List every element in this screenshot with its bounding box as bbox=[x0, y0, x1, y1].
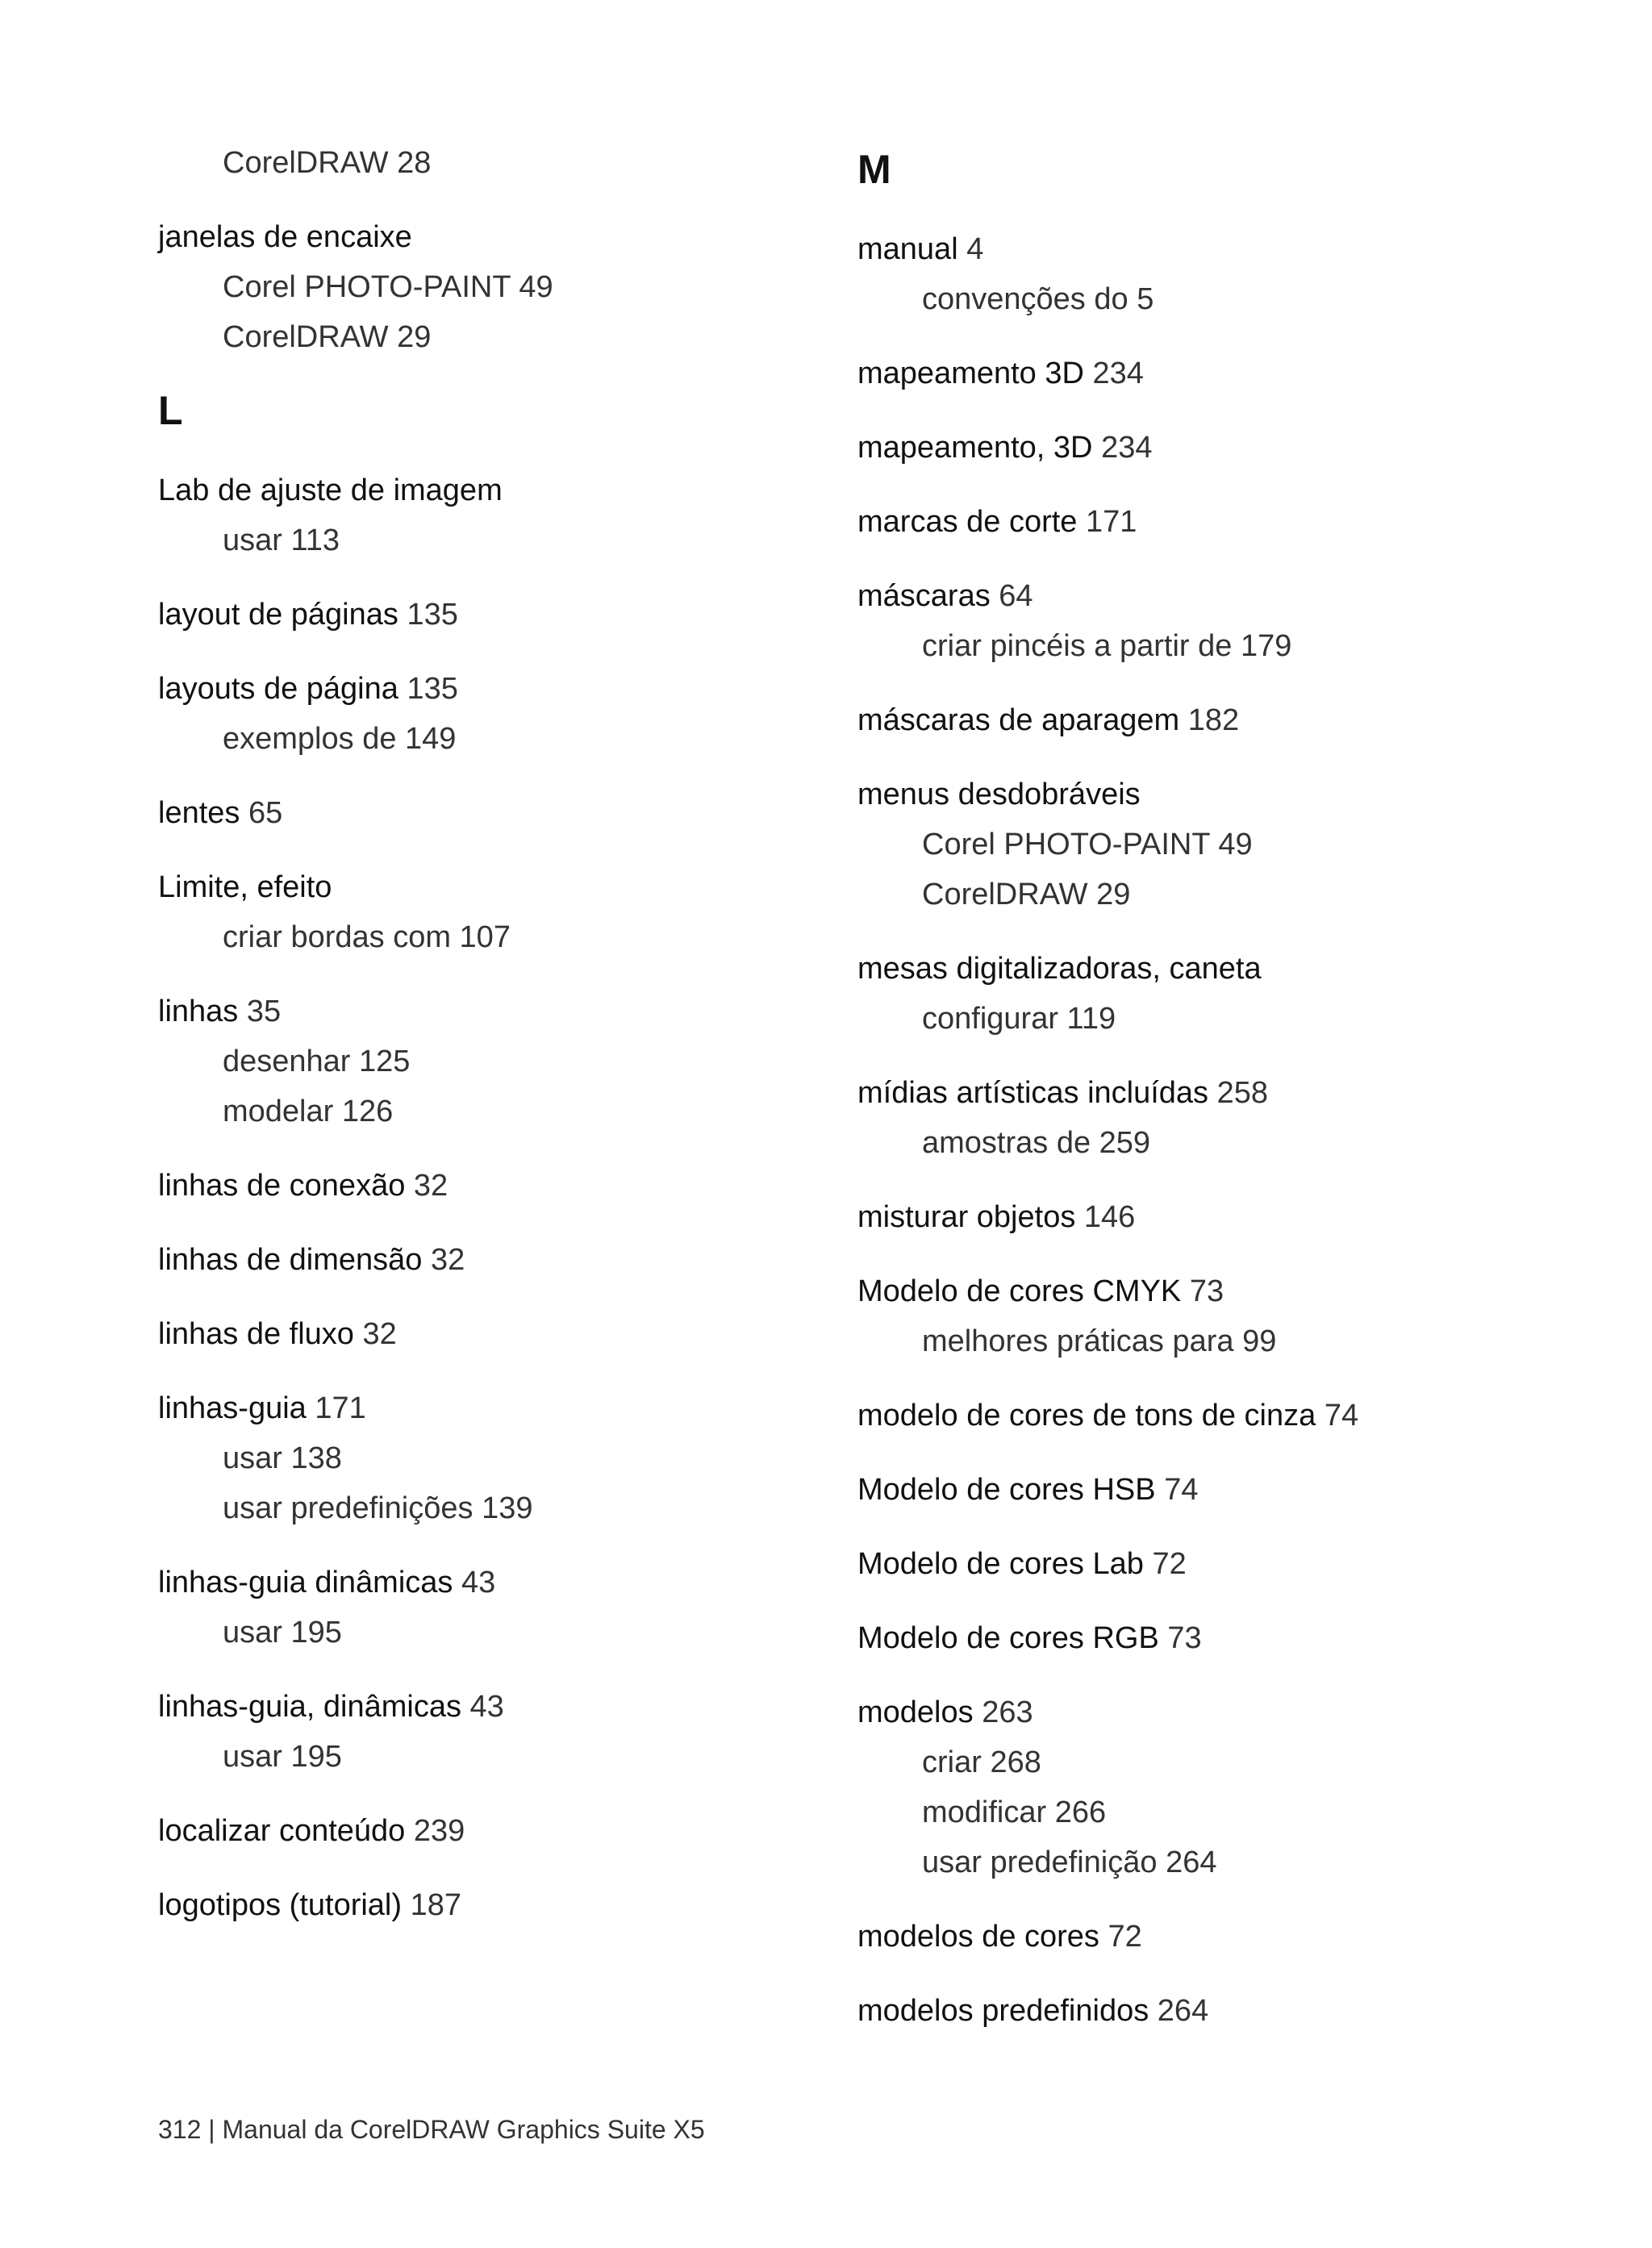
index-page-number: 135 bbox=[407, 672, 458, 706]
index-page-number: 266 bbox=[1054, 1795, 1107, 1829]
index-subentry bbox=[857, 1737, 1583, 1787]
index-entry-line bbox=[158, 465, 803, 515]
index-subentry bbox=[158, 1433, 803, 1483]
index-page-number: 234 bbox=[1092, 357, 1144, 390]
index-term: modelos de cores bbox=[857, 1920, 1099, 1954]
index-term: mapeamento, 3D bbox=[857, 431, 1093, 465]
index-page-number: 49 bbox=[519, 270, 553, 304]
index-term: máscaras bbox=[857, 579, 991, 613]
index-entry bbox=[857, 1391, 1583, 1441]
index-entry bbox=[857, 944, 1583, 1044]
index-term: logotipos (tutorial) bbox=[158, 1888, 403, 1922]
index-term: manual bbox=[857, 232, 958, 266]
index-subterm: melhores práticas para bbox=[922, 1324, 1234, 1358]
index-entry-line bbox=[857, 497, 1583, 547]
index-subterm: configurar bbox=[922, 1002, 1058, 1036]
index-subentry bbox=[857, 1787, 1583, 1837]
index-entry bbox=[857, 1912, 1583, 1962]
index-term: modelos predefinidos bbox=[857, 1994, 1149, 2028]
index-entry-line bbox=[158, 1309, 803, 1359]
index-entry bbox=[158, 664, 803, 764]
index-subterm: usar predefinição bbox=[922, 1846, 1158, 1879]
index-page-number: 35 bbox=[246, 995, 282, 1028]
index-page-number: 135 bbox=[407, 598, 458, 632]
index-entry-line bbox=[857, 1613, 1583, 1663]
index-subterm: usar predefinições bbox=[223, 1491, 473, 1525]
index-entry-line bbox=[158, 1161, 803, 1211]
index-entry bbox=[158, 465, 803, 565]
index-subterm: Corel PHOTO-PAINT bbox=[922, 828, 1210, 861]
index-entry bbox=[857, 769, 1583, 920]
index-subentry bbox=[158, 912, 803, 962]
index-entry-line bbox=[158, 986, 803, 1036]
index-subentry bbox=[158, 1036, 803, 1086]
index-entry-line bbox=[857, 571, 1583, 621]
index-entry bbox=[857, 1986, 1583, 2036]
index-page-number: 29 bbox=[397, 320, 432, 354]
index-subterm: convenções do bbox=[922, 282, 1128, 316]
index-page-number: 264 bbox=[1166, 1846, 1217, 1879]
index-page-number: 138 bbox=[290, 1441, 342, 1475]
index-term: mesas digitalizadoras, caneta bbox=[857, 952, 1262, 986]
index-page-number: 264 bbox=[1157, 1994, 1209, 2028]
index-term: linhas de fluxo bbox=[158, 1317, 354, 1351]
index-subterm: CorelDRAW bbox=[223, 146, 389, 180]
index-entry-line bbox=[857, 944, 1583, 994]
index-entry bbox=[158, 1383, 803, 1533]
index-page-number: 5 bbox=[1137, 282, 1154, 316]
index-page-number: 65 bbox=[248, 796, 283, 830]
index-subterm: amostras de bbox=[922, 1126, 1091, 1160]
index-term: misturar objetos bbox=[857, 1200, 1076, 1234]
index-entry-line bbox=[158, 1383, 803, 1433]
index-entry-line bbox=[857, 1986, 1583, 2036]
index-subentry bbox=[857, 621, 1583, 671]
index-subterm: exemplos de bbox=[223, 722, 397, 756]
index-page-number: 187 bbox=[410, 1888, 462, 1922]
index-page-number: 125 bbox=[359, 1045, 411, 1078]
index-subentry bbox=[857, 870, 1583, 920]
index-subentry bbox=[158, 1086, 803, 1137]
index-subentry bbox=[158, 262, 803, 312]
index-entry bbox=[158, 1309, 803, 1359]
index-page-number: 32 bbox=[413, 1169, 448, 1203]
index-column-right bbox=[857, 145, 1583, 2060]
index-subentry bbox=[158, 138, 803, 188]
index-entry bbox=[857, 1192, 1583, 1242]
index-entry bbox=[158, 1235, 803, 1285]
index-page-number: 258 bbox=[1216, 1076, 1269, 1110]
index-subterm: CorelDRAW bbox=[223, 320, 389, 354]
index-entry-line bbox=[857, 1192, 1583, 1242]
index-entry bbox=[857, 1687, 1583, 1887]
index-page-number: 179 bbox=[1240, 629, 1292, 663]
index-page-number: 126 bbox=[341, 1095, 394, 1128]
index-term: Lab de ajuste de imagem bbox=[158, 473, 503, 507]
index-term: layout de páginas bbox=[158, 598, 398, 632]
index-page-number: 74 bbox=[1164, 1473, 1199, 1507]
index-entry bbox=[158, 1806, 803, 1856]
index-subentry bbox=[158, 1483, 803, 1533]
index-entry bbox=[857, 423, 1583, 473]
index-term: Limite, efeito bbox=[158, 870, 332, 904]
index-page-number: 182 bbox=[1187, 703, 1240, 737]
index-page-number: 195 bbox=[290, 1616, 342, 1650]
index-entry-line bbox=[857, 769, 1583, 820]
index-page-number: 73 bbox=[1189, 1274, 1224, 1308]
index-subentry bbox=[158, 1608, 803, 1658]
index-page-number: 119 bbox=[1066, 1002, 1116, 1036]
index-term: layouts de página bbox=[158, 672, 398, 706]
index-entry bbox=[857, 1539, 1583, 1589]
index-entry-line bbox=[158, 590, 803, 640]
index-subentry bbox=[857, 1118, 1583, 1168]
index-page-number: 4 bbox=[966, 232, 984, 266]
index-entry-line bbox=[857, 1266, 1583, 1316]
index-entry-line bbox=[857, 423, 1583, 473]
index-entry-line bbox=[857, 224, 1583, 274]
index-entry bbox=[158, 986, 803, 1137]
index-entry bbox=[158, 1880, 803, 1930]
index-section-letter: L bbox=[158, 388, 183, 433]
index-page-number: 99 bbox=[1242, 1324, 1277, 1358]
index-page-number: 259 bbox=[1099, 1126, 1151, 1160]
index-page-number: 195 bbox=[290, 1740, 342, 1774]
index-subterm: modificar bbox=[922, 1795, 1047, 1829]
index-subentry bbox=[857, 274, 1583, 324]
index-page-number: 72 bbox=[1152, 1547, 1187, 1581]
index-entry bbox=[857, 571, 1583, 671]
index-entry-line bbox=[158, 788, 803, 838]
index-entry bbox=[857, 1266, 1583, 1366]
index-page-number: 149 bbox=[405, 722, 457, 756]
index-page-number: 263 bbox=[982, 1695, 1033, 1729]
index-subterm: modelar bbox=[223, 1095, 334, 1128]
index-page-number: 107 bbox=[459, 920, 511, 954]
index-subterm: criar pincéis a partir de bbox=[922, 629, 1233, 663]
index-term: linhas de conexão bbox=[158, 1169, 406, 1203]
index-entry-line bbox=[857, 348, 1583, 398]
index-page-number: 171 bbox=[1086, 505, 1137, 539]
index-entry bbox=[857, 224, 1583, 324]
index-term: modelo de cores de tons de cinza bbox=[857, 1399, 1316, 1433]
index-page-number: 29 bbox=[1096, 878, 1131, 911]
index-page-number: 49 bbox=[1218, 828, 1253, 861]
index-term: localizar conteúdo bbox=[158, 1814, 406, 1848]
index-subterm: usar bbox=[223, 1441, 282, 1475]
index-entry bbox=[158, 788, 803, 838]
index-term: janelas de encaixe bbox=[158, 220, 412, 254]
index-page-number: 171 bbox=[315, 1391, 366, 1425]
index-entry-line bbox=[158, 1235, 803, 1285]
index-subentry bbox=[158, 1732, 803, 1782]
index-entry-line bbox=[857, 1912, 1583, 1962]
index-entry bbox=[158, 138, 803, 188]
index-subentry bbox=[857, 820, 1583, 870]
index-subentry bbox=[857, 1837, 1583, 1887]
index-page-number: 146 bbox=[1083, 1200, 1136, 1234]
index-subentry bbox=[158, 515, 803, 565]
index-page-number: 28 bbox=[397, 146, 432, 180]
index-entry bbox=[158, 590, 803, 640]
index-term: mídias artísticas incluídas bbox=[857, 1076, 1209, 1110]
index-term: linhas-guia dinâmicas bbox=[158, 1566, 453, 1599]
page-footer bbox=[158, 2113, 705, 2146]
index-page-number: 32 bbox=[362, 1317, 397, 1351]
index-page-number: 74 bbox=[1324, 1399, 1359, 1433]
index-term: linhas de dimensão bbox=[158, 1243, 423, 1277]
index-subterm: Corel PHOTO-PAINT bbox=[223, 270, 511, 304]
index-entry bbox=[857, 497, 1583, 547]
index-subentry bbox=[158, 312, 803, 362]
footer-separator: | bbox=[208, 2115, 215, 2144]
index-subterm: usar bbox=[223, 1740, 282, 1774]
footer-book-title: Manual da CorelDRAW Graphics Suite X5 bbox=[222, 2115, 705, 2144]
index-entry bbox=[857, 1068, 1583, 1168]
index-entry bbox=[158, 1682, 803, 1782]
index-subterm: desenhar bbox=[223, 1045, 351, 1078]
index-page-number: 73 bbox=[1167, 1621, 1202, 1655]
index-page-number: 72 bbox=[1108, 1920, 1142, 1954]
index-page-number: 268 bbox=[990, 1745, 1041, 1779]
index-subterm: criar bbox=[922, 1745, 982, 1779]
index-page-number: 43 bbox=[461, 1566, 496, 1599]
index-entry bbox=[857, 348, 1583, 398]
index-entry-line bbox=[158, 1880, 803, 1930]
index-subterm: CorelDRAW bbox=[922, 878, 1088, 911]
index-page-number: 64 bbox=[999, 579, 1033, 613]
index-entry bbox=[857, 1465, 1583, 1515]
index-entry bbox=[158, 862, 803, 962]
index-entry bbox=[158, 1558, 803, 1658]
index-section-letter: M bbox=[857, 147, 891, 192]
index-subterm: criar bordas com bbox=[223, 920, 451, 954]
index-entry-line bbox=[158, 212, 803, 262]
index-entry bbox=[158, 212, 803, 362]
index-term: máscaras de aparagem bbox=[857, 703, 1180, 737]
index-entry-line bbox=[158, 664, 803, 714]
index-term: linhas-guia, dinâmicas bbox=[158, 1690, 461, 1724]
index-entry-line bbox=[158, 1558, 803, 1608]
index-page-number: 32 bbox=[431, 1243, 465, 1277]
footer-page-number: 312 bbox=[158, 2115, 202, 2144]
index-page-number: 239 bbox=[413, 1814, 465, 1848]
index-term: modelos bbox=[857, 1695, 974, 1729]
index-entry bbox=[857, 695, 1583, 745]
index-entry-line bbox=[857, 1068, 1583, 1118]
index-term: linhas-guia bbox=[158, 1391, 307, 1425]
index-term: menus desdobráveis bbox=[857, 778, 1141, 811]
index-term: Modelo de cores HSB bbox=[857, 1473, 1156, 1507]
index-term: marcas de corte bbox=[857, 505, 1078, 539]
index-term: Modelo de cores RGB bbox=[857, 1621, 1159, 1655]
index-subterm: usar bbox=[223, 523, 282, 557]
index-term: Modelo de cores Lab bbox=[857, 1547, 1144, 1581]
index-entry-line bbox=[158, 1806, 803, 1856]
index-entry-line bbox=[857, 1687, 1583, 1737]
index-entry-line bbox=[857, 1391, 1583, 1441]
index-entry-line bbox=[158, 1682, 803, 1732]
index-entry bbox=[158, 1161, 803, 1211]
index-term: lentes bbox=[158, 796, 240, 830]
index-subentry bbox=[857, 994, 1583, 1044]
index-entry-line bbox=[857, 1539, 1583, 1589]
index-column-left bbox=[158, 145, 803, 1954]
index-term: linhas bbox=[158, 995, 239, 1028]
index-entry bbox=[857, 1613, 1583, 1663]
index-page-number: 113 bbox=[290, 523, 340, 557]
index-entry-line bbox=[857, 695, 1583, 745]
index-entry-line bbox=[158, 862, 803, 912]
index-term: Modelo de cores CMYK bbox=[857, 1274, 1182, 1308]
index-subentry bbox=[158, 714, 803, 764]
index-subterm: usar bbox=[223, 1616, 282, 1650]
index-page-number: 43 bbox=[469, 1690, 504, 1724]
index-entry-line bbox=[857, 1465, 1583, 1515]
index-term: mapeamento 3D bbox=[857, 357, 1084, 390]
index-subentry bbox=[857, 1316, 1583, 1366]
index-page-number: 234 bbox=[1101, 431, 1153, 465]
index-page-number: 139 bbox=[482, 1491, 533, 1525]
